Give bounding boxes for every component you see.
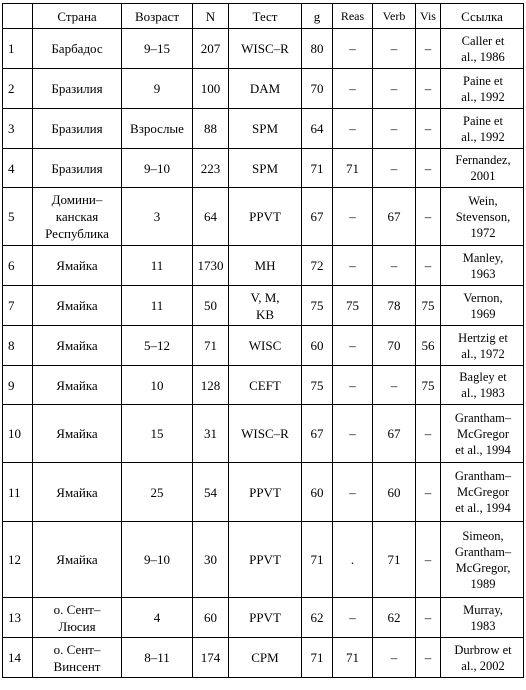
cell-n: 30 <box>193 522 229 598</box>
cell-reas: – <box>333 405 373 463</box>
cell-country: Домини– канская Республика <box>33 188 122 246</box>
table-row <box>3 522 524 598</box>
cell-country: Ямайка <box>33 246 122 286</box>
cell-number: 9 <box>3 366 33 405</box>
cell-n: 1730 <box>193 246 229 286</box>
cell-age: 10 <box>122 366 193 405</box>
cell-verb: 67 <box>373 405 416 463</box>
cell-source: Grantham– McGregor et al., 1994 <box>441 405 524 463</box>
cell-vis: 56 <box>416 326 441 366</box>
cell-test: CPM <box>229 638 302 678</box>
cell-g: 75 <box>302 286 333 326</box>
cell-number: 7 <box>3 286 33 326</box>
cell-age: 11 <box>122 246 193 286</box>
cell-test: WISC–R <box>229 29 302 69</box>
cell-n: 31 <box>193 405 229 463</box>
cell-vis: – <box>416 638 441 678</box>
cell-age: 3 <box>122 188 193 246</box>
cell-g: 60 <box>302 326 333 366</box>
cell-reas: – <box>333 598 373 638</box>
cell-vis: – <box>416 522 441 598</box>
cell-verb: – <box>373 69 416 109</box>
cell-g: 72 <box>302 246 333 286</box>
cell-test: MH <box>229 246 302 286</box>
cell-country: Ямайка <box>33 366 122 405</box>
cell-vis: – <box>416 29 441 69</box>
cell-number: 10 <box>3 405 33 463</box>
cell-reas: – <box>333 188 373 246</box>
cell-g: 62 <box>302 598 333 638</box>
cell-n: 88 <box>193 109 229 149</box>
cell-verb: 71 <box>373 522 416 598</box>
table-row <box>3 463 524 522</box>
header-g: g <box>302 4 333 29</box>
cell-country: Ямайка <box>33 326 122 366</box>
table-row <box>3 326 524 366</box>
cell-verb: 62 <box>373 598 416 638</box>
cell-reas: 71 <box>333 149 373 188</box>
header-n: N <box>193 4 229 29</box>
cell-test: WISC <box>229 326 302 366</box>
cell-vis: – <box>416 109 441 149</box>
cell-age: 11 <box>122 286 193 326</box>
cell-test: SPM <box>229 149 302 188</box>
cell-test: WISC–R <box>229 405 302 463</box>
cell-number: 11 <box>3 463 33 522</box>
table-row <box>3 188 524 246</box>
cell-reas: 71 <box>333 638 373 678</box>
cell-source: Wein, Stevenson, 1972 <box>441 188 524 246</box>
cell-n: 207 <box>193 29 229 69</box>
header-verb: Verb <box>373 4 416 29</box>
cell-reas: – <box>333 463 373 522</box>
cell-reas: – <box>333 366 373 405</box>
header-country: Страна <box>33 4 122 29</box>
cell-g: 71 <box>302 149 333 188</box>
cell-number: 2 <box>3 69 33 109</box>
cell-age: Взрослые <box>122 109 193 149</box>
cell-verb: 78 <box>373 286 416 326</box>
cell-n: 60 <box>193 598 229 638</box>
header-source: Ссылка <box>441 4 524 29</box>
cell-source: Durbrow et al., 2002 <box>441 638 524 678</box>
cell-number: 6 <box>3 246 33 286</box>
table-row <box>3 638 524 678</box>
cell-source: Hertzig et al., 1972 <box>441 326 524 366</box>
cell-n: 71 <box>193 326 229 366</box>
cell-age: 15 <box>122 405 193 463</box>
cell-g: 75 <box>302 366 333 405</box>
cell-age: 9–15 <box>122 29 193 69</box>
cell-number: 8 <box>3 326 33 366</box>
cell-vis: – <box>416 405 441 463</box>
cell-vis: 75 <box>416 366 441 405</box>
header-test: Тест <box>229 4 302 29</box>
cell-verb: – <box>373 149 416 188</box>
cell-number: 3 <box>3 109 33 149</box>
header-vis: Vis <box>416 4 441 29</box>
cell-country: о. Сент– Винсент <box>33 638 122 678</box>
cell-verb: 60 <box>373 463 416 522</box>
cell-source: Grantham– McGregor et al., 1994 <box>441 463 524 522</box>
cell-n: 64 <box>193 188 229 246</box>
cell-verb: – <box>373 366 416 405</box>
table-row <box>3 598 524 638</box>
cell-reas: . <box>333 522 373 598</box>
header-number <box>3 4 33 29</box>
cell-verb: – <box>373 246 416 286</box>
table-row <box>3 109 524 149</box>
cell-number: 12 <box>3 522 33 598</box>
cell-test: PPVT <box>229 522 302 598</box>
cell-vis: – <box>416 246 441 286</box>
cell-test: CEFT <box>229 366 302 405</box>
cell-age: 4 <box>122 598 193 638</box>
cell-age: 25 <box>122 463 193 522</box>
cell-age: 9–10 <box>122 522 193 598</box>
header-age: Возраст <box>122 4 193 29</box>
cell-source: Paine et al., 1992 <box>441 69 524 109</box>
cell-number: 4 <box>3 149 33 188</box>
cell-country: Ямайка <box>33 286 122 326</box>
table-row <box>3 246 524 286</box>
cell-n: 54 <box>193 463 229 522</box>
cell-verb: – <box>373 109 416 149</box>
cell-number: 1 <box>3 29 33 69</box>
cell-vis: – <box>416 463 441 522</box>
cell-n: 50 <box>193 286 229 326</box>
cell-reas: – <box>333 246 373 286</box>
cell-test: DAM <box>229 69 302 109</box>
cell-vis: – <box>416 149 441 188</box>
cell-g: 64 <box>302 109 333 149</box>
cell-source: Bagley et al., 1983 <box>441 366 524 405</box>
cell-vis: – <box>416 69 441 109</box>
cell-g: 60 <box>302 463 333 522</box>
cell-source: Vernon, 1969 <box>441 286 524 326</box>
header-row <box>3 4 524 29</box>
cell-reas: – <box>333 109 373 149</box>
table-body <box>3 29 524 678</box>
cell-vis: – <box>416 598 441 638</box>
cell-g: 67 <box>302 188 333 246</box>
cell-n: 174 <box>193 638 229 678</box>
cell-vis: – <box>416 188 441 246</box>
table-row <box>3 405 524 463</box>
header-reas: Reas <box>333 4 373 29</box>
cell-source: Caller et al., 1986 <box>441 29 524 69</box>
data-table <box>2 3 524 678</box>
table-row <box>3 29 524 69</box>
cell-source: Paine et al., 1992 <box>441 109 524 149</box>
cell-reas: 75 <box>333 286 373 326</box>
cell-country: Бразилия <box>33 69 122 109</box>
cell-test: PPVT <box>229 463 302 522</box>
cell-age: 9–10 <box>122 149 193 188</box>
cell-test: V, M, KB <box>229 286 302 326</box>
cell-test: PPVT <box>229 188 302 246</box>
cell-test: PPVT <box>229 598 302 638</box>
cell-number: 13 <box>3 598 33 638</box>
cell-verb: 67 <box>373 188 416 246</box>
cell-vis: 75 <box>416 286 441 326</box>
cell-g: 67 <box>302 405 333 463</box>
cell-number: 5 <box>3 188 33 246</box>
cell-verb: 70 <box>373 326 416 366</box>
table-row <box>3 149 524 188</box>
cell-age: 9 <box>122 69 193 109</box>
cell-reas: – <box>333 69 373 109</box>
cell-verb: – <box>373 29 416 69</box>
cell-test: SPM <box>229 109 302 149</box>
cell-country: Ямайка <box>33 405 122 463</box>
cell-n: 223 <box>193 149 229 188</box>
table-row <box>3 69 524 109</box>
cell-n: 100 <box>193 69 229 109</box>
cell-age: 8–11 <box>122 638 193 678</box>
cell-number: 14 <box>3 638 33 678</box>
cell-age: 5–12 <box>122 326 193 366</box>
table-row <box>3 366 524 405</box>
cell-country: Ямайка <box>33 463 122 522</box>
cell-n: 128 <box>193 366 229 405</box>
cell-country: Бразилия <box>33 149 122 188</box>
cell-reas: – <box>333 326 373 366</box>
cell-g: 71 <box>302 522 333 598</box>
cell-source: Simeon, Grantham– McGregor, 1989 <box>441 522 524 598</box>
cell-source: Murray, 1983 <box>441 598 524 638</box>
cell-country: Бразилия <box>33 109 122 149</box>
cell-source: Manley, 1963 <box>441 246 524 286</box>
table-row <box>3 286 524 326</box>
cell-country: Ямайка <box>33 522 122 598</box>
cell-source: Fernandez, 2001 <box>441 149 524 188</box>
cell-country: Барбадос <box>33 29 122 69</box>
cell-country: о. Сент– Люсия <box>33 598 122 638</box>
cell-reas: – <box>333 29 373 69</box>
cell-g: 71 <box>302 638 333 678</box>
cell-verb: – <box>373 638 416 678</box>
cell-g: 80 <box>302 29 333 69</box>
cell-g: 70 <box>302 69 333 109</box>
